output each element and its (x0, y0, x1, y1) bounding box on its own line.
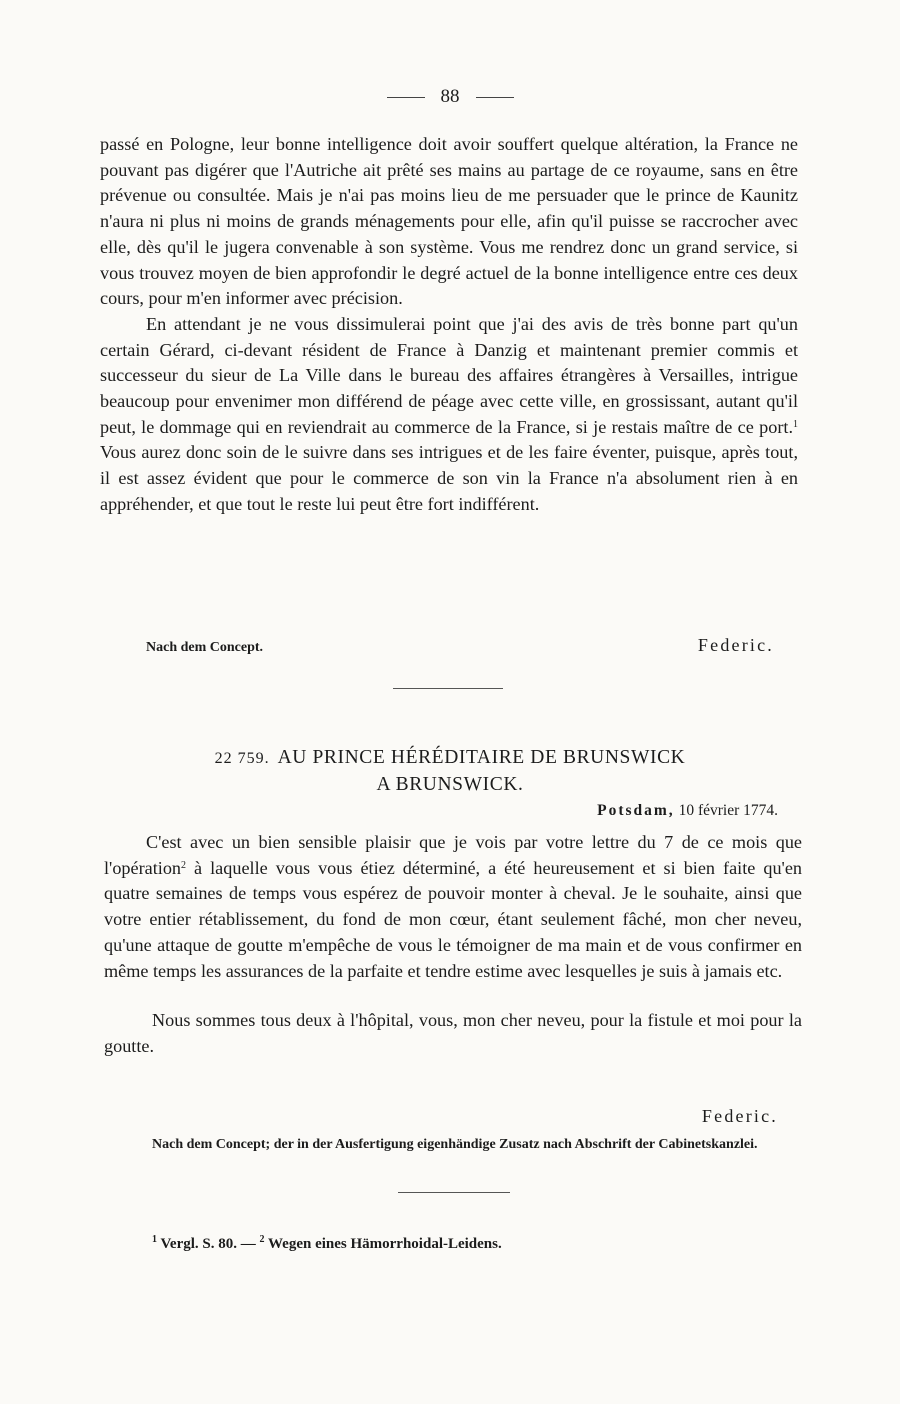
letter1-paragraph2-text-a: En attendant je ne vous dissimulerai point que j'ai des avis de très bonne part qu'un certain Gérard, ci-devant résident de France à Danzig et maintenant premier commis et successeur du sieur de La Ville dans le bureau des affaires étrangères à Versailles, intrigue beaucoup pour envenimer mon différend de péage avec cette ville, en grossissant, autant qu'il peut, le dommage qui en reviendrait au commerce de la France, si je restais maître de ce port. (100, 313, 798, 437)
footnote-divider (398, 1192, 510, 1193)
letter1-paragraph2 (100, 312, 798, 518)
letter1-paragraph1: passé en Pologne, leur bonne intelligence doit avoir souffert quelque altération, la France ne pouvant pas digérer que l'Autriche ait prêté ses mains au partage de ce royaume, sans en être prévenue ou consultée. Mais je n'ai pas moins lieu de me persuader que le prince de Kaunitz n'aura ni plus ni moins de grands ménagements pour elle, afin qu'il puisse se raccrocher avec elle, dès qu'il le jugera convenable à son système. Vous me rendrez donc un grand service, si vous trouvez moyen de bien approfondir le degré actuel de la bonne intelligence entre ces deux cours, pour m'en informer avec précision. (100, 134, 798, 309)
letter2-paragraph2: Nous sommes tous deux à l'hôpital, vous, mon cher neveu, pour la fistule et moi pour la goutte. (104, 1010, 802, 1056)
footnote1-mark: 1 (152, 1234, 157, 1245)
letter2-number: 22 759. (214, 750, 270, 767)
page-header (0, 86, 900, 108)
letter2-paragraph1-text-b: à laquelle vous vous étiez déterminé, a été heureusement et si bien faite qu'en quatre semaines de temps vous espérez de pouvoir monter à cheval. Je le souhaite, ainsi que votre entier rétablissement, du fond de mon cœur, étant seulement fâché, mon cher neveu, qu'une attaque de goutte m'empêche de vous le témoigner de ma main et de vous confirmer en même temps les assurances de la parfaite et tendre estime avec lesquelles je suis à jamais etc. (104, 857, 802, 981)
letter1-body (100, 132, 798, 518)
letter2-place: Potsdam, (597, 802, 675, 819)
letter2-closing (600, 1106, 778, 1127)
letter2-heading (100, 745, 800, 798)
footnote-ref-1: 1 (793, 418, 798, 430)
letter2-date: 10 février 1774. (678, 802, 778, 819)
letter1-source: Nach dem Concept. (146, 640, 264, 655)
footnote-ref-2: 2 (181, 859, 187, 871)
header-rule-left (387, 97, 425, 98)
footnote2-mark: 2 (259, 1234, 265, 1245)
letter2-source: Nach dem Concept; der in der Ausfertigung eigenhändige Zusatz nach Abschrift der Cabinetskanzlei. (152, 1137, 758, 1152)
letter2-signature: Federic. (701, 1106, 778, 1126)
letter2-paragraph1 (104, 830, 802, 984)
letter2-body (104, 830, 802, 1060)
letter2-paragraph1-text-a: C'est avec un bien sensible plaisir que je vois par votre lettre du 7 de ce mois que l'opération (104, 832, 802, 878)
header-rule-right (476, 97, 514, 98)
letter2-title: AU PRINCE HÉRÉDITAIRE DE BRUNSWICK (277, 747, 686, 768)
footnotes (152, 1236, 502, 1253)
footnote2-text: Wegen eines Hämorrhoidal-Leidens. (264, 1236, 502, 1252)
page-number: 88 (440, 86, 460, 107)
letter2-title-line1 (100, 745, 800, 772)
section-divider (393, 688, 503, 689)
letter1-closing (146, 635, 774, 656)
letter2-title-line2: A BRUNSWICK. (376, 774, 524, 795)
footnote1-text: Vergl. S. 80. — (157, 1236, 260, 1252)
letter1-signature: Federic. (697, 635, 774, 655)
letter2-dateline (597, 802, 778, 820)
letter1-paragraph2-text-b: Vous aurez donc soin de le suivre dans ses intrigues et de les faire éventer, puisque, après tout, il est assez évident que pour le commerce de son vin la France n'a absolument rien à en appréhender, et que tout le reste lui peut être fort indifférent. (100, 442, 798, 514)
